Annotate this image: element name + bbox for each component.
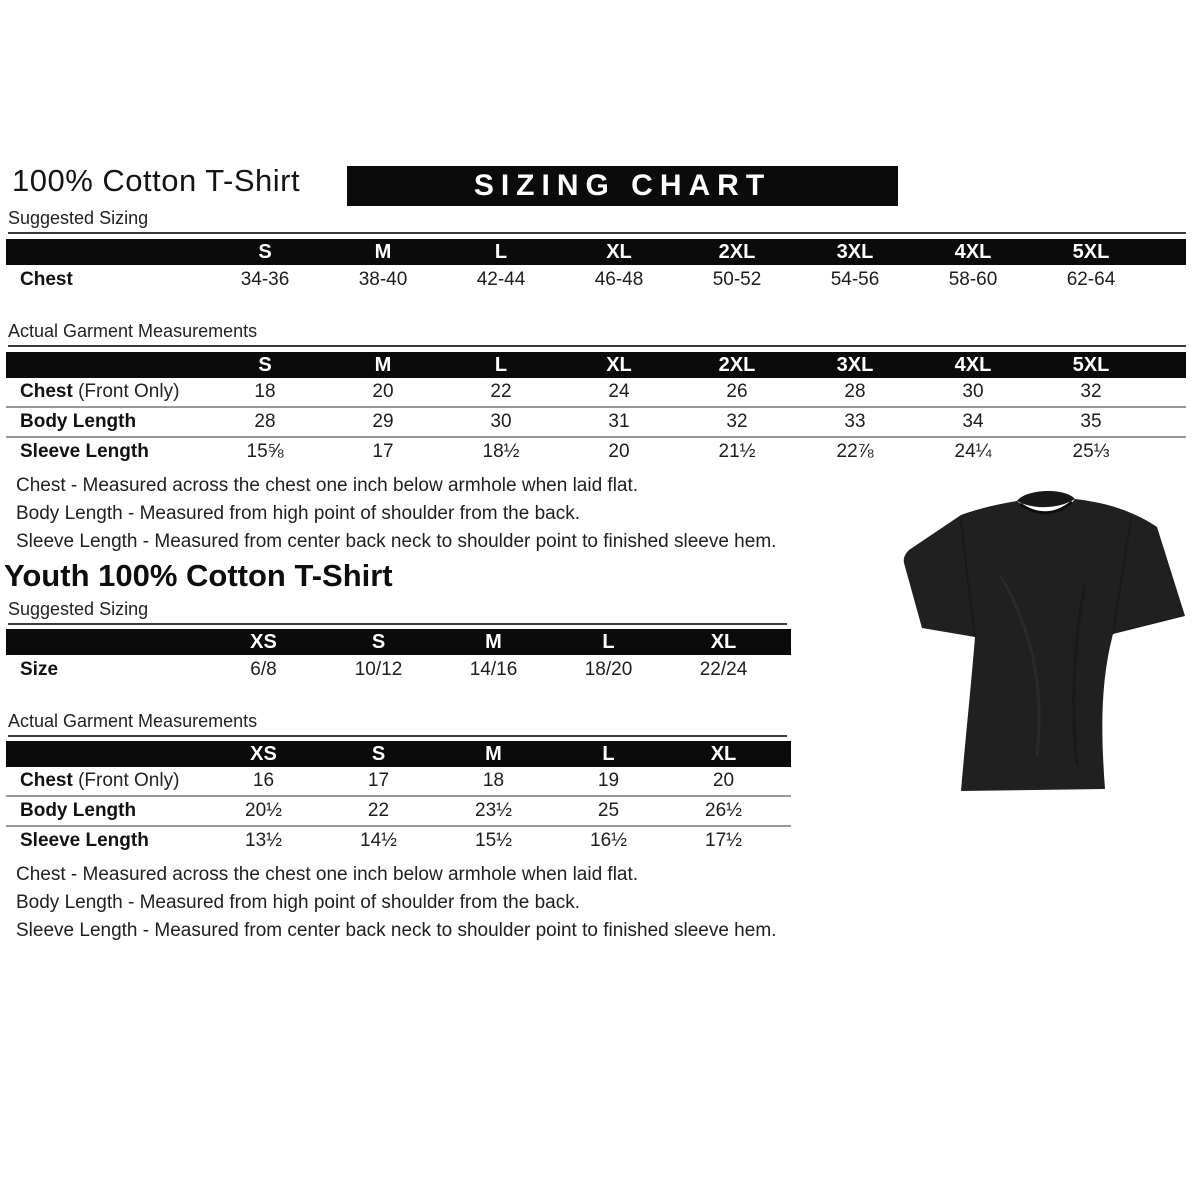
adult-suggested-heading: Suggested Sizing	[8, 206, 1186, 234]
row-label: Body Length	[20, 411, 137, 432]
column-header-2xl: 2XL	[718, 241, 756, 263]
table-row	[6, 406, 1186, 436]
row-label: Sleeve Length	[20, 830, 149, 851]
row-label: Body Length	[20, 800, 137, 821]
size-value: 16	[252, 770, 275, 791]
size-value: 28	[844, 381, 866, 402]
size-value: 17	[367, 770, 390, 791]
size-value: 21½	[718, 441, 756, 462]
size-value: 33	[844, 411, 866, 432]
column-header-s: S	[258, 241, 272, 263]
row-label: Size	[20, 659, 59, 680]
column-header-5xl: 5XL	[1072, 241, 1110, 263]
column-header-xl: XL	[710, 631, 737, 653]
table-header-row	[6, 239, 1186, 265]
size-value: 22	[490, 381, 512, 402]
size-value: 10/12	[354, 659, 403, 680]
column-header-s: S	[258, 354, 272, 376]
column-header-4xl: 4XL	[954, 354, 992, 376]
measurement-note: Sleeve Length - Measured from center back neck to shoulder point to finished sleeve hem.	[16, 920, 777, 941]
measurement-note: Body Length - Measured from high point of shoulder from the back.	[16, 892, 580, 913]
column-header-l: L	[494, 354, 508, 376]
sizing-chart-banner	[347, 166, 898, 206]
size-value: 28	[254, 411, 276, 432]
page-header	[0, 0, 1200, 206]
sizing-chart-banner-label: SIZING CHART	[473, 169, 772, 202]
size-value: 18	[254, 381, 276, 402]
youth-suggested-heading: Suggested Sizing	[8, 597, 787, 625]
table-row	[6, 436, 1186, 466]
column-header-xl: XL	[606, 241, 632, 263]
column-header-l: L	[602, 631, 615, 653]
column-header-5xl: 5XL	[1072, 354, 1110, 376]
column-header-xl: XL	[606, 354, 632, 376]
size-value: 15½	[475, 830, 512, 851]
measurement-note: Chest - Measured across the chest one inch below armhole when laid flat.	[16, 864, 639, 885]
row-label: Chest (Front Only)	[20, 381, 180, 402]
column-header-m: M	[374, 241, 392, 263]
size-value: 42-44	[476, 269, 526, 290]
size-value: 18½	[482, 441, 520, 462]
size-value: 38-40	[358, 269, 408, 290]
table-header-row	[6, 741, 791, 767]
youth-measurement-notes	[16, 861, 1200, 945]
column-header-xs: XS	[250, 743, 277, 765]
adult-section-title: 100% Cotton T-Shirt	[12, 163, 301, 198]
column-header-s: S	[371, 631, 386, 653]
size-value: 17	[372, 441, 394, 462]
column-header-3xl: 3XL	[836, 354, 874, 376]
column-header-m: M	[374, 354, 392, 376]
size-value: 15⅝	[246, 441, 284, 462]
size-value: 19	[597, 770, 620, 791]
tshirt-body-shape	[904, 499, 1185, 791]
youth-actual-heading: Actual Garment Measurements	[8, 709, 787, 737]
table-row	[6, 265, 1186, 295]
size-value: 31	[608, 411, 630, 432]
row-label-suffix: (Front Only)	[72, 381, 180, 402]
youth-section-title: Youth 100% Cotton T-Shirt	[4, 558, 393, 593]
size-value: 22	[367, 800, 390, 821]
measurement-note: Body Length - Measured from high point of shoulder from the back.	[16, 503, 580, 524]
table-header-row	[6, 352, 1186, 378]
size-value: 6/8	[250, 659, 277, 680]
column-header-xl: XL	[710, 743, 737, 765]
column-header-xs: XS	[250, 631, 277, 653]
size-value: 29	[372, 411, 394, 432]
column-header-l: L	[602, 743, 615, 765]
size-value: 16½	[590, 830, 627, 851]
size-value: 25	[597, 800, 620, 821]
size-value: 22/24	[699, 659, 748, 680]
size-value: 32	[1080, 381, 1102, 402]
adult-actual-heading: Actual Garment Measurements	[8, 319, 1186, 347]
size-value: 30	[490, 411, 512, 432]
size-value: 58-60	[948, 269, 998, 290]
size-value: 34-36	[240, 269, 290, 290]
table-row	[6, 825, 791, 855]
size-value: 22⅞	[836, 441, 874, 462]
size-value: 14/16	[469, 659, 518, 680]
size-value: 35	[1080, 411, 1102, 432]
size-value: 32	[726, 411, 748, 432]
row-label-suffix: (Front Only)	[72, 770, 180, 791]
size-value: 23½	[475, 800, 512, 821]
size-value: 18/20	[584, 659, 633, 680]
column-header-3xl: 3XL	[836, 241, 874, 263]
size-value: 24	[608, 381, 630, 402]
size-value: 34	[962, 411, 984, 432]
measurement-note: Chest - Measured across the chest one inch below armhole when laid flat.	[16, 475, 639, 496]
size-value: 54-56	[830, 269, 880, 290]
column-header-m: M	[485, 743, 502, 765]
column-header-l: L	[494, 241, 508, 263]
size-value: 30	[962, 381, 984, 402]
table-row	[6, 378, 1186, 406]
size-value: 18	[482, 770, 505, 791]
size-value: 17½	[705, 830, 742, 851]
table-row	[6, 795, 791, 825]
table-header-row	[6, 629, 791, 655]
size-value: 13½	[245, 830, 282, 851]
size-value: 20	[608, 441, 630, 462]
measurement-note: Sleeve Length - Measured from center back neck to shoulder point to finished sleeve hem.	[16, 531, 777, 552]
size-value: 26½	[705, 800, 742, 821]
size-value: 46-48	[594, 269, 644, 290]
size-value: 20½	[245, 800, 282, 821]
column-header-s: S	[371, 743, 386, 765]
row-label: Chest	[20, 269, 73, 290]
size-value: 26	[726, 381, 748, 402]
column-header-m: M	[485, 631, 502, 653]
adult-suggested-sizing-table	[6, 239, 1200, 295]
size-value: 20	[372, 381, 394, 402]
adult-actual-measurements-table	[6, 352, 1200, 466]
size-value: 62-64	[1066, 269, 1116, 290]
black-tshirt-photo	[895, 485, 1195, 815]
column-header-4xl: 4XL	[954, 241, 992, 263]
size-value: 24¼	[954, 441, 992, 462]
size-value: 14½	[360, 830, 397, 851]
column-header-2xl: 2XL	[718, 354, 756, 376]
row-label: Chest (Front Only)	[20, 770, 180, 791]
size-value: 50-52	[712, 269, 762, 290]
size-value: 25⅓	[1072, 441, 1110, 462]
size-value: 20	[712, 770, 735, 791]
row-label: Sleeve Length	[20, 441, 149, 462]
table-row	[6, 655, 791, 685]
table-row	[6, 767, 791, 795]
